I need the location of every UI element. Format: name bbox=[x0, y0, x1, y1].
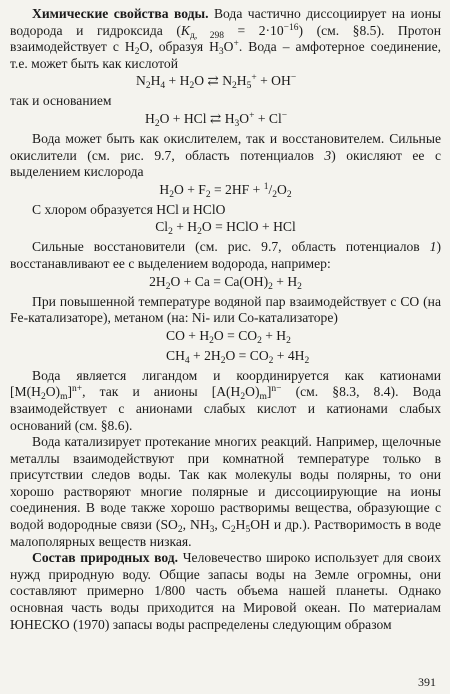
text-run: ) (см. §8.5). Протон взаимодействует с H bbox=[10, 22, 441, 55]
subscript: 2 bbox=[230, 525, 236, 536]
subscript: 4 bbox=[184, 355, 190, 366]
superscript: n+ bbox=[72, 384, 83, 395]
superscript: − bbox=[290, 73, 297, 84]
text-run: + 2H bbox=[189, 347, 221, 363]
text-run: ] bbox=[67, 384, 72, 400]
text-run: Вода частично диссоциирует на ионы водорода и гидроксида ( bbox=[10, 6, 442, 38]
paragraph bbox=[10, 131, 441, 181]
subscript: 2 bbox=[272, 189, 277, 200]
subscript: 2 bbox=[177, 525, 183, 536]
text-run: O bbox=[223, 39, 234, 55]
subscript: m bbox=[259, 392, 267, 403]
superscript: + bbox=[251, 73, 257, 84]
text-run: K bbox=[180, 22, 190, 38]
superscript: + bbox=[249, 110, 255, 121]
subscript: 2 bbox=[257, 335, 262, 346]
text-run: Человечество широко использует для своих нужд природную воду. Общие запасы воды на Земле огромны, они составляют примерно 1/800 часть объема нашей планеты. Однако основная часть воды приходится на Мировой океан. По материалам ЮНЕСКО (1970) запасы воды распределены следующим образом bbox=[10, 550, 441, 632]
superscript: − bbox=[281, 110, 288, 121]
text-run: Вода катализирует протекание многих реакций. Например, щелочные металлы взаимодействуют при комнатной температуре только в присутствии следов воды. Так как молекулы воды полярны, то они хорошо растворяют многие полярные и диссоциирующие на ионы соединения. В воде также хорошо растворимы вещества, образующие с водой водородные связи (SO bbox=[10, 434, 441, 533]
subscript: 2 bbox=[268, 281, 273, 292]
subscript: 2 bbox=[286, 335, 291, 346]
text-run: O + HCl ⇄ H bbox=[159, 110, 235, 126]
text-run: CH bbox=[166, 347, 185, 363]
text-run: С хлором образуется HCl и HClO bbox=[32, 201, 226, 217]
text-run: O) bbox=[45, 384, 61, 400]
superscript: 1 bbox=[263, 181, 269, 192]
text-run: = 2·10 bbox=[223, 22, 284, 38]
paragraph bbox=[10, 434, 441, 550]
text-run: + H bbox=[272, 273, 298, 289]
text-run: Вода может быть как окислителем, так и восстановителем. Сильные окислители (см. рис. 9.7, область потенциалов bbox=[10, 130, 441, 163]
text-run: O) bbox=[245, 384, 260, 400]
subscript: 2 bbox=[165, 281, 171, 292]
equation bbox=[10, 328, 441, 346]
text-run: 3 bbox=[324, 147, 332, 163]
text-run: , C bbox=[214, 517, 231, 533]
bold-run: Состав природных вод. bbox=[32, 550, 179, 566]
text-run: При повышенной температуре водяной пар взаимодействует с CO (на Fe-катализаторе), метаном (на: Ni- или Co-катализаторе) bbox=[10, 293, 441, 326]
subscript: m bbox=[60, 392, 68, 403]
text-run: Сильные восстановители (см. рис. 9.7, область потенциалов bbox=[32, 239, 430, 255]
equation bbox=[10, 111, 441, 129]
text-run: H bbox=[236, 73, 247, 89]
subscript: 2 bbox=[286, 189, 292, 200]
text-run: H bbox=[145, 110, 155, 126]
text-run: ] bbox=[266, 384, 272, 400]
subscript: 3 bbox=[218, 47, 224, 58]
text-run: OH и др.). Растворимость в воде малополярных веществ низкая. bbox=[10, 517, 441, 549]
subscript: 2 bbox=[168, 227, 173, 238]
equation bbox=[10, 348, 441, 366]
text-run: , NH bbox=[182, 517, 210, 533]
subscript: д, 298 bbox=[189, 30, 224, 41]
text-run: так и основанием bbox=[10, 93, 112, 109]
subscript: 2 bbox=[40, 392, 46, 403]
paragraph bbox=[10, 93, 441, 110]
text-run: + 4H bbox=[273, 347, 305, 363]
text-run: , так и анионы [A(H bbox=[82, 384, 241, 400]
paragraph bbox=[10, 239, 441, 272]
paragraph bbox=[10, 202, 441, 219]
subscript: 5 bbox=[246, 81, 252, 92]
paragraph bbox=[10, 6, 441, 72]
text-run: 1 bbox=[429, 239, 437, 255]
text-run: = 2HF + bbox=[210, 181, 264, 197]
equation-body bbox=[145, 111, 287, 128]
text-run: Cl bbox=[155, 219, 169, 235]
text-run: . Вода – амфотерное соединение, т.е. может быть как кислотой bbox=[10, 39, 441, 71]
text-run: O, образуя H bbox=[139, 39, 219, 55]
subscript: 2 bbox=[134, 47, 140, 58]
text-run: H bbox=[150, 73, 161, 89]
subscript: 2 bbox=[169, 189, 174, 200]
subscript: 2 bbox=[205, 189, 211, 200]
text-run: + OH bbox=[256, 73, 291, 89]
equation bbox=[10, 73, 441, 91]
page-content bbox=[10, 6, 441, 633]
text-run: O = HClO + HCl bbox=[201, 219, 296, 235]
equation bbox=[10, 182, 441, 200]
subscript: 2 bbox=[304, 355, 310, 366]
text-run: (см. §8.3, 8.4). Вода взаимодействует с анионами слабых кислот и катионами слабых оснований (см. §8.6). bbox=[10, 384, 441, 433]
text-run: + H bbox=[165, 73, 190, 89]
text-run: H bbox=[235, 517, 246, 533]
text-run: / bbox=[268, 181, 273, 197]
text-run: O = CO bbox=[225, 347, 269, 363]
subscript: 3 bbox=[209, 525, 215, 536]
subscript: 2 bbox=[209, 335, 214, 346]
text-run: CO + H bbox=[166, 327, 210, 343]
text-run: ) окисляют ее с выделением кислорода bbox=[10, 147, 441, 180]
text-run: O = CO bbox=[213, 327, 258, 343]
text-run: O bbox=[239, 110, 250, 126]
text-run: + H bbox=[172, 219, 198, 235]
subscript: 2 bbox=[189, 81, 195, 92]
subscript: 5 bbox=[245, 525, 251, 536]
text-run: H bbox=[159, 181, 170, 197]
text-run: O + F bbox=[174, 181, 206, 197]
subscript: 2 bbox=[232, 81, 237, 92]
superscript: −16 bbox=[283, 22, 299, 33]
subscript: 2 bbox=[240, 392, 246, 403]
text-run: Вода является лигандом и координируется как катионами [M(H bbox=[10, 367, 441, 400]
text-run: + H bbox=[261, 327, 287, 343]
text-run: O + Ca = Ca(OH) bbox=[170, 273, 269, 289]
paragraph bbox=[10, 550, 441, 633]
subscript: 2 bbox=[197, 227, 202, 238]
subscript: 2 bbox=[145, 81, 151, 92]
page-number: 391 bbox=[418, 675, 436, 689]
text-run: O bbox=[276, 181, 287, 197]
text-run: O ⇄ N bbox=[194, 73, 233, 89]
subscript: 2 bbox=[154, 118, 160, 129]
subscript: 4 bbox=[160, 81, 166, 92]
equation bbox=[10, 219, 441, 237]
text-run: 2H bbox=[149, 273, 166, 289]
text-run: ) восстанавливают ее с выделением водорода, например: bbox=[10, 239, 441, 271]
text-run: + Cl bbox=[254, 110, 282, 126]
superscript: + bbox=[233, 39, 239, 50]
equation-body bbox=[136, 73, 296, 90]
subscript: 2 bbox=[220, 355, 226, 366]
bold-run: Химические свойства воды. bbox=[32, 6, 209, 21]
equation-body bbox=[166, 328, 291, 345]
equation-body bbox=[166, 348, 309, 365]
subscript: 2 bbox=[268, 355, 274, 366]
paragraph bbox=[10, 368, 441, 434]
text-run: N bbox=[136, 73, 146, 89]
subscript: 3 bbox=[234, 118, 240, 129]
paragraph bbox=[10, 294, 441, 327]
equation bbox=[10, 274, 441, 292]
subscript: 2 bbox=[297, 281, 302, 292]
superscript: n− bbox=[271, 384, 282, 395]
